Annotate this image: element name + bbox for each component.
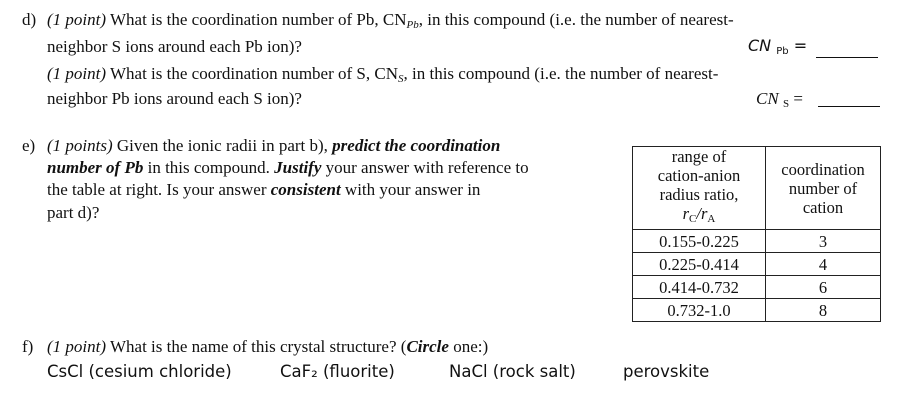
cn-s-answer-blank[interactable] (818, 106, 880, 107)
part-e-line-2: number of Pb in this compound. Justify your answer with reference to (47, 158, 529, 177)
range-cell: 0.155-0.225 (633, 230, 766, 253)
part-d-question-line-2: neighbor S ions around each Pb ion)? (47, 37, 302, 56)
option-caf2[interactable]: CaF₂ (fluorite) (280, 362, 395, 381)
table-header-row (633, 147, 881, 230)
cn-cell: 3 (766, 230, 881, 253)
cn-cell: 4 (766, 253, 881, 276)
part-e-line-4: part d)? (47, 203, 100, 222)
table-row (633, 230, 881, 253)
part-d-question-line-3: (1 point) What is the coordination number of S, $CN_S$, in this compound (i.e. the number of nearest- (47, 64, 719, 85)
cn-cell: 6 (766, 276, 881, 299)
cn-cell: 8 (766, 299, 881, 322)
option-perovskite[interactable]: perovskite (623, 362, 710, 381)
part-e-line-1: (1 points) Given the ionic radii in part b), predict the coordination (47, 136, 501, 155)
table-row (633, 299, 881, 322)
range-cell: 0.732-1.0 (633, 299, 766, 322)
cn-s-answer-label: CN $_S$ = (756, 89, 803, 110)
part-d-label: d) (22, 10, 37, 29)
table-row (633, 276, 881, 299)
part-d-question-line-4: neighbor Pb ions around each S ion)? (47, 89, 302, 108)
part-f-question: (1 point) What is the name of this crystal structure? (Circle one:) (47, 337, 489, 356)
part-e-label: e) (22, 136, 36, 155)
cn-pb-answer-label: CN $_{Pb}$ = (748, 36, 808, 57)
part-f-label: f) (22, 337, 34, 356)
header-radius-ratio: range of cation-anion radius ratio, $r_C/r_A$ (633, 147, 766, 230)
part-e-line-3: the table at right. Is your answer consistent with your answer in (47, 180, 481, 199)
table-row (633, 253, 881, 276)
option-nacl[interactable]: NaCl (rock salt) (449, 362, 576, 381)
option-cscl[interactable]: CsCl (cesium chloride) (47, 362, 232, 381)
cn-pb-answer-blank[interactable] (816, 57, 878, 58)
radius-ratio-table (632, 146, 881, 322)
range-cell: 0.225-0.414 (633, 253, 766, 276)
part-d-question-line-1: (1 point) What is the coordination number of Pb, $CN_{Pb}$, in this compound (i.e. the number of nearest- (47, 10, 734, 31)
range-cell: 0.414-0.732 (633, 276, 766, 299)
header-coordination-number: coordination number of cation (766, 147, 881, 230)
